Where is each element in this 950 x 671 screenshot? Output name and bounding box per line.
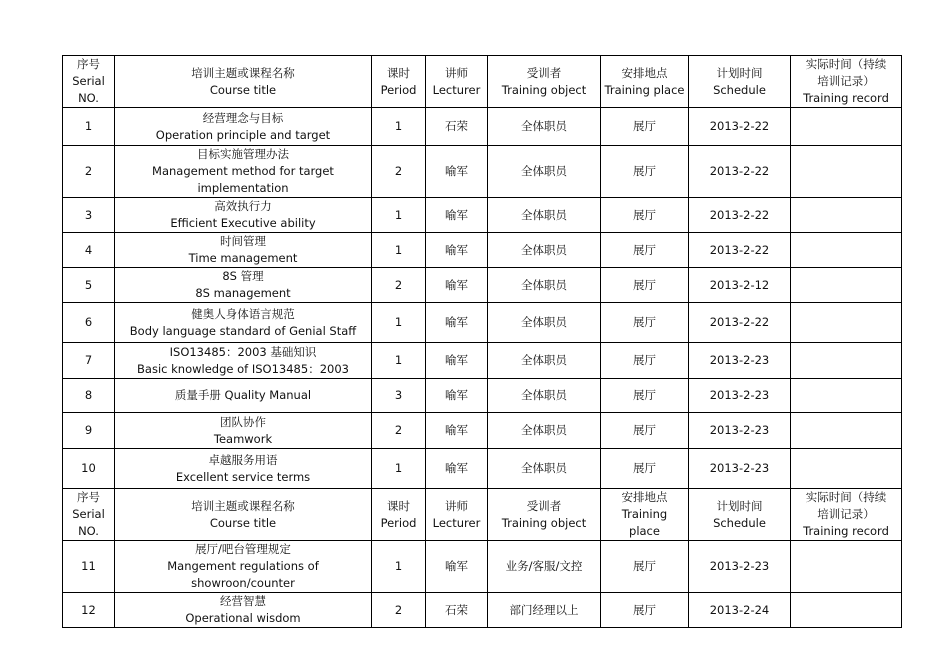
cell-training-place: 展厅 (601, 233, 689, 268)
cell-course-title (115, 198, 372, 233)
cell-course-title-line: Time management (188, 251, 298, 265)
cell-training-place: 展厅 (601, 379, 689, 413)
header-serial-line: NO. (78, 91, 99, 105)
cell-schedule: 2013-2-12 (689, 268, 791, 303)
cell-training-record (791, 268, 902, 303)
cell-course-title-line: Operation principle and target (155, 127, 331, 142)
cell-period: 2 (372, 146, 426, 198)
cell-lecturer: 喻军 (426, 541, 488, 593)
cell-course-title-line: Basic knowledge of ISO13485：2003 (137, 361, 349, 376)
cell-course-title-line: 目标实施管理办法 (197, 147, 289, 161)
cell-training-record (791, 146, 902, 198)
header-period-line: Period (380, 515, 417, 530)
cell-training-object: 全体职员 (488, 449, 601, 489)
cell-serial: 9 (63, 413, 115, 449)
header-schedule-line: Schedule (713, 515, 766, 530)
cell-lecturer: 喻军 (426, 303, 488, 343)
cell-lecturer: 喻军 (426, 343, 488, 379)
cell-period: 3 (372, 379, 426, 413)
cell-serial: 8 (63, 379, 115, 413)
cell-period: 1 (372, 343, 426, 379)
cell-schedule: 2013-2-22 (689, 198, 791, 233)
cell-training-place: 展厅 (601, 449, 689, 489)
cell-lecturer: 喻军 (426, 233, 488, 268)
header-period-line: Period (380, 82, 417, 97)
header-schedule-line: 计划时间 (716, 65, 763, 80)
cell-training-record (791, 449, 902, 489)
cell-lecturer: 喻军 (426, 449, 488, 489)
cell-serial: 3 (63, 198, 115, 233)
header-lecturer-line: 讲师 (445, 498, 468, 513)
cell-training-object: 全体职员 (488, 343, 601, 379)
header-lecturer (426, 56, 488, 108)
table-row (63, 146, 902, 198)
cell-schedule: 2013-2-23 (689, 379, 791, 413)
header-training-record-line: 培训记录） (817, 507, 875, 521)
cell-schedule: 2013-2-23 (689, 413, 791, 449)
cell-training-record (791, 343, 902, 379)
header-training-place-line: place (629, 524, 660, 538)
cell-period: 2 (372, 413, 426, 449)
cell-course-title-line: 8S 管理 (222, 269, 264, 283)
cell-training-place: 展厅 (601, 268, 689, 303)
header-schedule-line: 计划时间 (716, 498, 763, 513)
header-training-object-line: Training object (501, 515, 587, 530)
cell-training-object: 全体职员 (488, 413, 601, 449)
cell-serial: 7 (63, 343, 115, 379)
cell-serial: 4 (63, 233, 115, 268)
cell-course-title-line: ISO13485：2003 基础知识 (169, 344, 317, 359)
cell-period: 1 (372, 541, 426, 593)
cell-period: 1 (372, 198, 426, 233)
header-period-line: 课时 (387, 498, 410, 513)
cell-serial: 1 (63, 108, 115, 146)
cell-training-place: 展厅 (601, 593, 689, 628)
header-training-object (488, 56, 601, 108)
header-lecturer-line: 讲师 (445, 65, 468, 80)
cell-serial: 11 (63, 541, 115, 593)
header-serial (63, 489, 115, 541)
cell-training-object: 全体职员 (488, 146, 601, 198)
cell-course-title (115, 233, 372, 268)
header-training-record-line: Training record (803, 524, 889, 538)
header-row (63, 56, 902, 108)
header-course-title-line: Course title (209, 82, 277, 97)
cell-training-record (791, 303, 902, 343)
cell-training-object: 部门经理以上 (488, 593, 601, 628)
cell-schedule: 2013-2-22 (689, 303, 791, 343)
cell-lecturer: 石荣 (426, 593, 488, 628)
cell-course-title (115, 146, 372, 198)
cell-course-title-line: Teamwork (213, 431, 273, 446)
table-body (63, 56, 902, 628)
header-training-record-line: Training record (803, 91, 889, 105)
header-training-object-line: 受训者 (526, 65, 562, 80)
training-plan-table (62, 55, 902, 628)
header-serial-line: NO. (78, 524, 99, 538)
cell-course-title-line: 时间管理 (220, 234, 266, 248)
cell-serial: 6 (63, 303, 115, 343)
cell-course-title-line: Excellent service terms (175, 469, 311, 484)
cell-course-title (115, 303, 372, 343)
cell-course-title (115, 379, 372, 413)
cell-training-object: 全体职员 (488, 303, 601, 343)
cell-training-record (791, 593, 902, 628)
header-training-place-line: 安排地点 (621, 490, 668, 504)
table-row (63, 233, 902, 268)
cell-lecturer: 喻军 (426, 268, 488, 303)
cell-schedule: 2013-2-23 (689, 449, 791, 489)
header-training-place-line: Training place (604, 82, 685, 97)
cell-course-title-line: 卓越服务用语 (208, 452, 278, 467)
header-training-record (791, 489, 902, 541)
header-row (63, 489, 902, 541)
cell-training-place: 展厅 (601, 303, 689, 343)
cell-course-title (115, 541, 372, 593)
header-training-record-line: 实际时间（持续 (805, 490, 887, 504)
cell-training-place: 展厅 (601, 146, 689, 198)
cell-lecturer: 喻军 (426, 146, 488, 198)
header-training-place (601, 489, 689, 541)
cell-schedule: 2013-2-22 (689, 233, 791, 268)
cell-schedule: 2013-2-23 (689, 343, 791, 379)
cell-training-record (791, 108, 902, 146)
cell-course-title-line: showroon/counter (191, 576, 295, 590)
cell-course-title (115, 108, 372, 146)
cell-course-title-line: 经营理念与目标 (202, 110, 284, 125)
table-row (63, 198, 902, 233)
cell-training-place: 展厅 (601, 541, 689, 593)
header-serial-line: Serial (72, 507, 105, 521)
cell-course-title-line: 8S management (195, 286, 291, 300)
header-schedule (689, 56, 791, 108)
header-training-place-line: 安排地点 (621, 65, 668, 80)
cell-course-title-line: implementation (197, 181, 289, 195)
cell-course-title (115, 343, 372, 379)
cell-course-title-line: 健奥人身体语言规范 (191, 306, 295, 321)
table-row (63, 343, 902, 379)
header-serial (63, 56, 115, 108)
header-training-place (601, 56, 689, 108)
cell-course-title (115, 268, 372, 303)
cell-schedule: 2013-2-22 (689, 146, 791, 198)
cell-lecturer: 喻军 (426, 379, 488, 413)
header-course-title-line: 培训主题或课程名称 (191, 498, 295, 513)
cell-period: 2 (372, 593, 426, 628)
cell-period: 1 (372, 108, 426, 146)
header-period-line: 课时 (387, 65, 410, 80)
cell-course-title-line: 团队协作 (220, 414, 266, 429)
cell-period: 1 (372, 233, 426, 268)
cell-training-record (791, 198, 902, 233)
cell-training-object: 全体职员 (488, 233, 601, 268)
header-course-title (115, 56, 372, 108)
cell-course-title-line: 高效执行力 (214, 199, 272, 213)
cell-lecturer: 石荣 (426, 108, 488, 146)
header-period (372, 489, 426, 541)
header-schedule-line: Schedule (713, 82, 766, 97)
header-training-record-line: 培训记录） (817, 74, 875, 88)
cell-training-object: 业务/客服/文控 (488, 541, 601, 593)
header-course-title-line: Course title (209, 515, 277, 530)
header-training-object-line: 受训者 (526, 498, 562, 513)
header-training-object-line: Training object (501, 82, 587, 97)
cell-serial: 5 (63, 268, 115, 303)
cell-training-record (791, 233, 902, 268)
header-training-record-line: 实际时间（持续 (805, 57, 887, 71)
cell-course-title (115, 449, 372, 489)
cell-training-record (791, 541, 902, 593)
table-row (63, 449, 902, 489)
cell-schedule: 2013-2-23 (689, 541, 791, 593)
cell-training-record (791, 413, 902, 449)
header-training-record (791, 56, 902, 108)
header-training-place-line: Training (621, 507, 668, 521)
cell-training-place: 展厅 (601, 108, 689, 146)
cell-training-place: 展厅 (601, 343, 689, 379)
cell-training-object: 全体职员 (488, 108, 601, 146)
cell-course-title-line: Operational wisdom (185, 611, 301, 625)
header-training-object (488, 489, 601, 541)
cell-course-title-line: 展厅/吧台管理规定 (195, 542, 291, 556)
header-course-title (115, 489, 372, 541)
header-serial-line: 序号 (77, 490, 100, 504)
cell-period: 1 (372, 449, 426, 489)
cell-period: 1 (372, 303, 426, 343)
cell-course-title-line: Management method for target (152, 164, 334, 178)
cell-course-title (115, 593, 372, 628)
table-row (63, 268, 902, 303)
table-row (63, 413, 902, 449)
cell-schedule: 2013-2-22 (689, 108, 791, 146)
cell-period: 2 (372, 268, 426, 303)
cell-serial: 10 (63, 449, 115, 489)
header-period (372, 56, 426, 108)
cell-course-title-line: 经营智慧 (220, 594, 266, 608)
table-row (63, 541, 902, 593)
cell-course-title-line: Efficient Executive ability (170, 216, 316, 230)
header-schedule (689, 489, 791, 541)
header-lecturer-line: Lecturer (432, 82, 481, 97)
table-row (63, 108, 902, 146)
table-row (63, 593, 902, 628)
cell-serial: 12 (63, 593, 115, 628)
cell-course-title-line: Mangement regulations of (167, 559, 319, 573)
cell-training-place: 展厅 (601, 198, 689, 233)
header-serial-line: 序号 (77, 57, 100, 71)
cell-training-object: 全体职员 (488, 379, 601, 413)
table-row (63, 303, 902, 343)
cell-course-title-line: 质量手册 Quality Manual (174, 388, 312, 402)
cell-lecturer: 喻军 (426, 198, 488, 233)
cell-training-record (791, 379, 902, 413)
table-row (63, 379, 902, 413)
header-course-title-line: 培训主题或课程名称 (191, 65, 295, 80)
header-lecturer (426, 489, 488, 541)
header-lecturer-line: Lecturer (432, 515, 481, 530)
cell-training-object: 全体职员 (488, 268, 601, 303)
cell-lecturer: 喻军 (426, 413, 488, 449)
cell-course-title (115, 413, 372, 449)
cell-training-object: 全体职员 (488, 198, 601, 233)
header-serial-line: Serial (72, 74, 105, 88)
cell-schedule: 2013-2-24 (689, 593, 791, 628)
cell-course-title-line: Body language standard of Genial Staff (129, 323, 357, 338)
cell-training-place: 展厅 (601, 413, 689, 449)
cell-serial: 2 (63, 146, 115, 198)
